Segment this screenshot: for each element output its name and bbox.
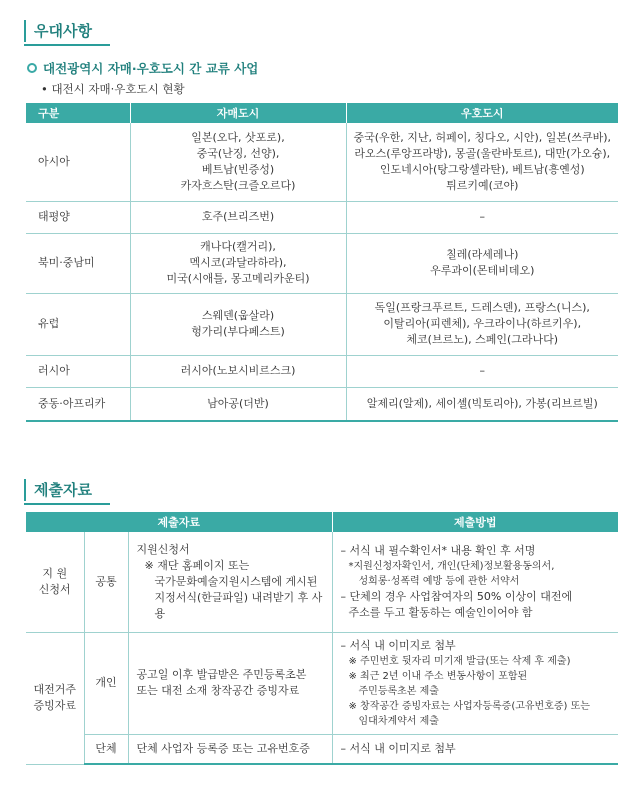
sub-cell: 단체 <box>84 734 128 764</box>
section-title-documents: 제출자료 <box>24 479 92 501</box>
sister-cell: 호주(브리즈번) <box>130 201 346 233</box>
friendship-cell: – <box>346 355 618 387</box>
region-cell: 유럽 <box>26 293 130 355</box>
docs-cell: 공고일 이후 발급받은 주민등록초본 또는 대전 소재 창작공간 증빙자료 <box>128 632 332 734</box>
sister-cell: 일본(오다, 삿포로), 중국(난징, 선양), 베트남(빈증성) 카자흐스탄(크즐오르다) <box>130 123 346 201</box>
table-row <box>26 632 618 734</box>
method-cell: – 서식 내 필수확인서* 내용 확인 후 서명 *지원신청자확인서, 개인(단체)정보활용동의서, 성희롱·성폭력 예방 등에 관한 서약서 – 단체의 경우 사업참여자의 50% 이상이 대전에 주소를 두고 활동하는 예술인이어야 함 <box>332 532 618 632</box>
region-cell: 아시아 <box>26 123 130 201</box>
friendship-cell: 중국(우한, 지난, 허페이, 칭다오, 시안), 일본(쓰쿠바), 라오스(루앙프라방), 몽골(울란바토르), 대만(가오슝), 인도네시아(탕그랑셀라탄), 베트남(흥옌성) 튀르키예(코야) <box>346 123 618 201</box>
header-sister: 자매도시 <box>130 103 346 123</box>
sister-cell: 러시아(노보시비르스크) <box>130 355 346 387</box>
table-row <box>26 355 618 387</box>
region-cell: 북미·중남미 <box>26 233 130 293</box>
header-documents: 제출자료 <box>26 512 332 532</box>
circle-bullet-icon <box>27 63 37 73</box>
table-row <box>26 532 618 632</box>
group-cell: 대전거주 증빙자료 <box>26 632 84 764</box>
bullet-text: • 대전시 자매·우호도시 현황 <box>41 82 185 96</box>
table-row <box>26 123 618 201</box>
method-cell: – 서식 내 이미지로 첨부 <box>332 734 618 764</box>
docs-cell: 지원신청서 ※ 재단 홈페이지 또는 국가문화예술지원시스템에 게시된 지정서식(한글파일) 내려받기 후 사용 <box>128 532 332 632</box>
header-method: 제출방법 <box>332 512 618 532</box>
sister-cell: 스웨덴(웁살라) 헝가리(부다페스트) <box>130 293 346 355</box>
table-row <box>26 233 618 293</box>
docs-cell: 단체 사업자 등록증 또는 고유번호증 <box>128 734 332 764</box>
table-row <box>26 734 618 764</box>
friendship-cell: 칠레(라세레나) 우루과이(몬테비데오) <box>346 233 618 293</box>
table-row <box>26 201 618 233</box>
friendship-cell: 독일(프랑크푸르트, 드레스덴), 프랑스(니스), 이탈리아(피렌체), 우크라이나(하르키우), 체코(브르노), 스페인(그라나다) <box>346 293 618 355</box>
header-friendship: 우호도시 <box>346 103 618 123</box>
submission-table <box>26 512 618 765</box>
subheading-text: 대전광역시 자매·우호도시 간 교류 사업 <box>43 61 259 76</box>
method-cell: – 서식 내 이미지로 첨부 ※ 주민번호 뒷자리 미기재 발급(또는 삭제 후 제출) ※ 최근 2년 이내 주소 변동사항이 포함된 주민등록초본 제출 ※ 창작공간 증빙자료는 사업자등록증(고유번호증) 또는 임대차계약서 제출 <box>332 632 618 734</box>
section-title-preferences: 우대사항 <box>24 20 92 42</box>
table-row <box>26 387 618 421</box>
region-cell: 중동·아프리카 <box>26 387 130 421</box>
friendship-cell: – <box>346 201 618 233</box>
subheading <box>27 59 258 77</box>
region-cell: 러시아 <box>26 355 130 387</box>
group-cell: 지 원 신청서 <box>26 532 84 632</box>
table-row <box>26 293 618 355</box>
header-category: 구분 <box>26 103 130 123</box>
sister-cell: 캐나다(캘거리), 멕시코(과달라하라), 미국(시애틀, 몽고메리카운티) <box>130 233 346 293</box>
region-cell: 태평양 <box>26 201 130 233</box>
sister-cell: 남아공(더반) <box>130 387 346 421</box>
friendship-cell: 알제리(알제), 세이셸(빅토리아), 가봉(리브르빌) <box>346 387 618 421</box>
sub-cell: 공통 <box>84 532 128 632</box>
sister-cities-table <box>26 103 618 422</box>
sub-cell: 개인 <box>84 632 128 734</box>
